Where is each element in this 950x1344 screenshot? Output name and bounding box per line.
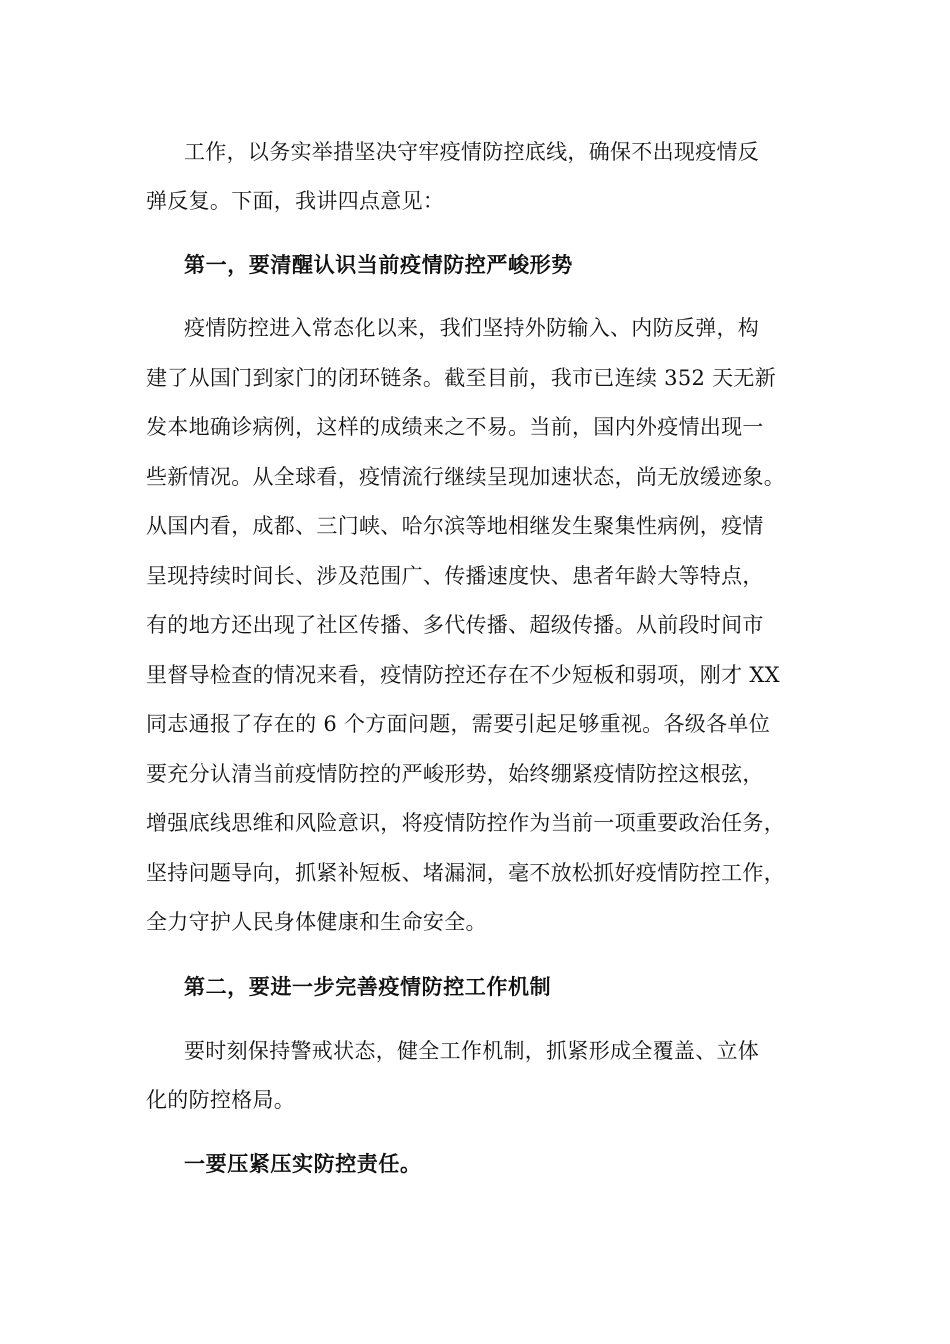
paragraph-line: 从国内看，成都、三门峡、哈尔滨等地相继发生聚集性病例，疫情	[146, 514, 764, 538]
paragraph-line: 建了从国门到家门的闭环链条。截至目前，我市已连续 352 天无新	[146, 366, 777, 390]
paragraph-line: 化的防控格局。	[146, 1088, 296, 1112]
paragraph-line: 工作，以务实举措坚决守牢疫情防控底线，确保不出现疫情反	[184, 140, 760, 164]
paragraph-line: 有的地方还出现了社区传播、多代传播、超级传播。从前段时间市	[146, 613, 764, 637]
paragraph-line: 要时刻保持警戒状态，健全工作机制，抓紧形成全覆盖、立体	[184, 1039, 760, 1063]
paragraph-line: 要充分认清当前疫情防控的严峻形势，始终绷紧疫情防控这根弦，	[146, 762, 764, 786]
section-heading: 第二，要进一步完善疫情防控工作机制	[184, 975, 552, 999]
paragraph-line: 疫情防控进入常态化以来，我们坚持外防输入、内防反弹，构	[184, 316, 760, 340]
paragraph-line: 发本地确诊病例，这样的成绩来之不易。当前，国内外疫情出现一	[146, 415, 764, 439]
paragraph-line: 同志通报了存在的 6 个方面问题，需要引起足够重视。各级各单位	[146, 712, 771, 736]
paragraph-line: 弹反复。下面，我讲四点意见：	[146, 189, 445, 213]
paragraph-line: 里督导检查的情况来看，疫情防控还存在不少短板和弱项，刚才 XX	[146, 663, 780, 687]
section-heading: 第一，要清醒认识当前疫情防控严峻形势	[184, 253, 573, 277]
paragraph-line: 增强底线思维和风险意识，将疫情防控作为当前一项重要政治任务，	[146, 811, 785, 835]
paragraph-line: 坚持问题导向，抓紧补短板、堵漏洞，毫不放松抓好疫情防控工作，	[146, 861, 785, 885]
paragraph-line: 些新情况。从全球看，疫情流行继续呈现加速状态，尚无放缓迹象。	[146, 465, 785, 489]
subsection-heading: 一要压紧压实防控责任。	[184, 1152, 422, 1176]
paragraph-line: 全力守护人民身体健康和生命安全。	[146, 910, 487, 934]
paragraph-line: 呈现持续时间长、涉及范围广、传播速度快、患者年龄大等特点，	[146, 564, 764, 588]
